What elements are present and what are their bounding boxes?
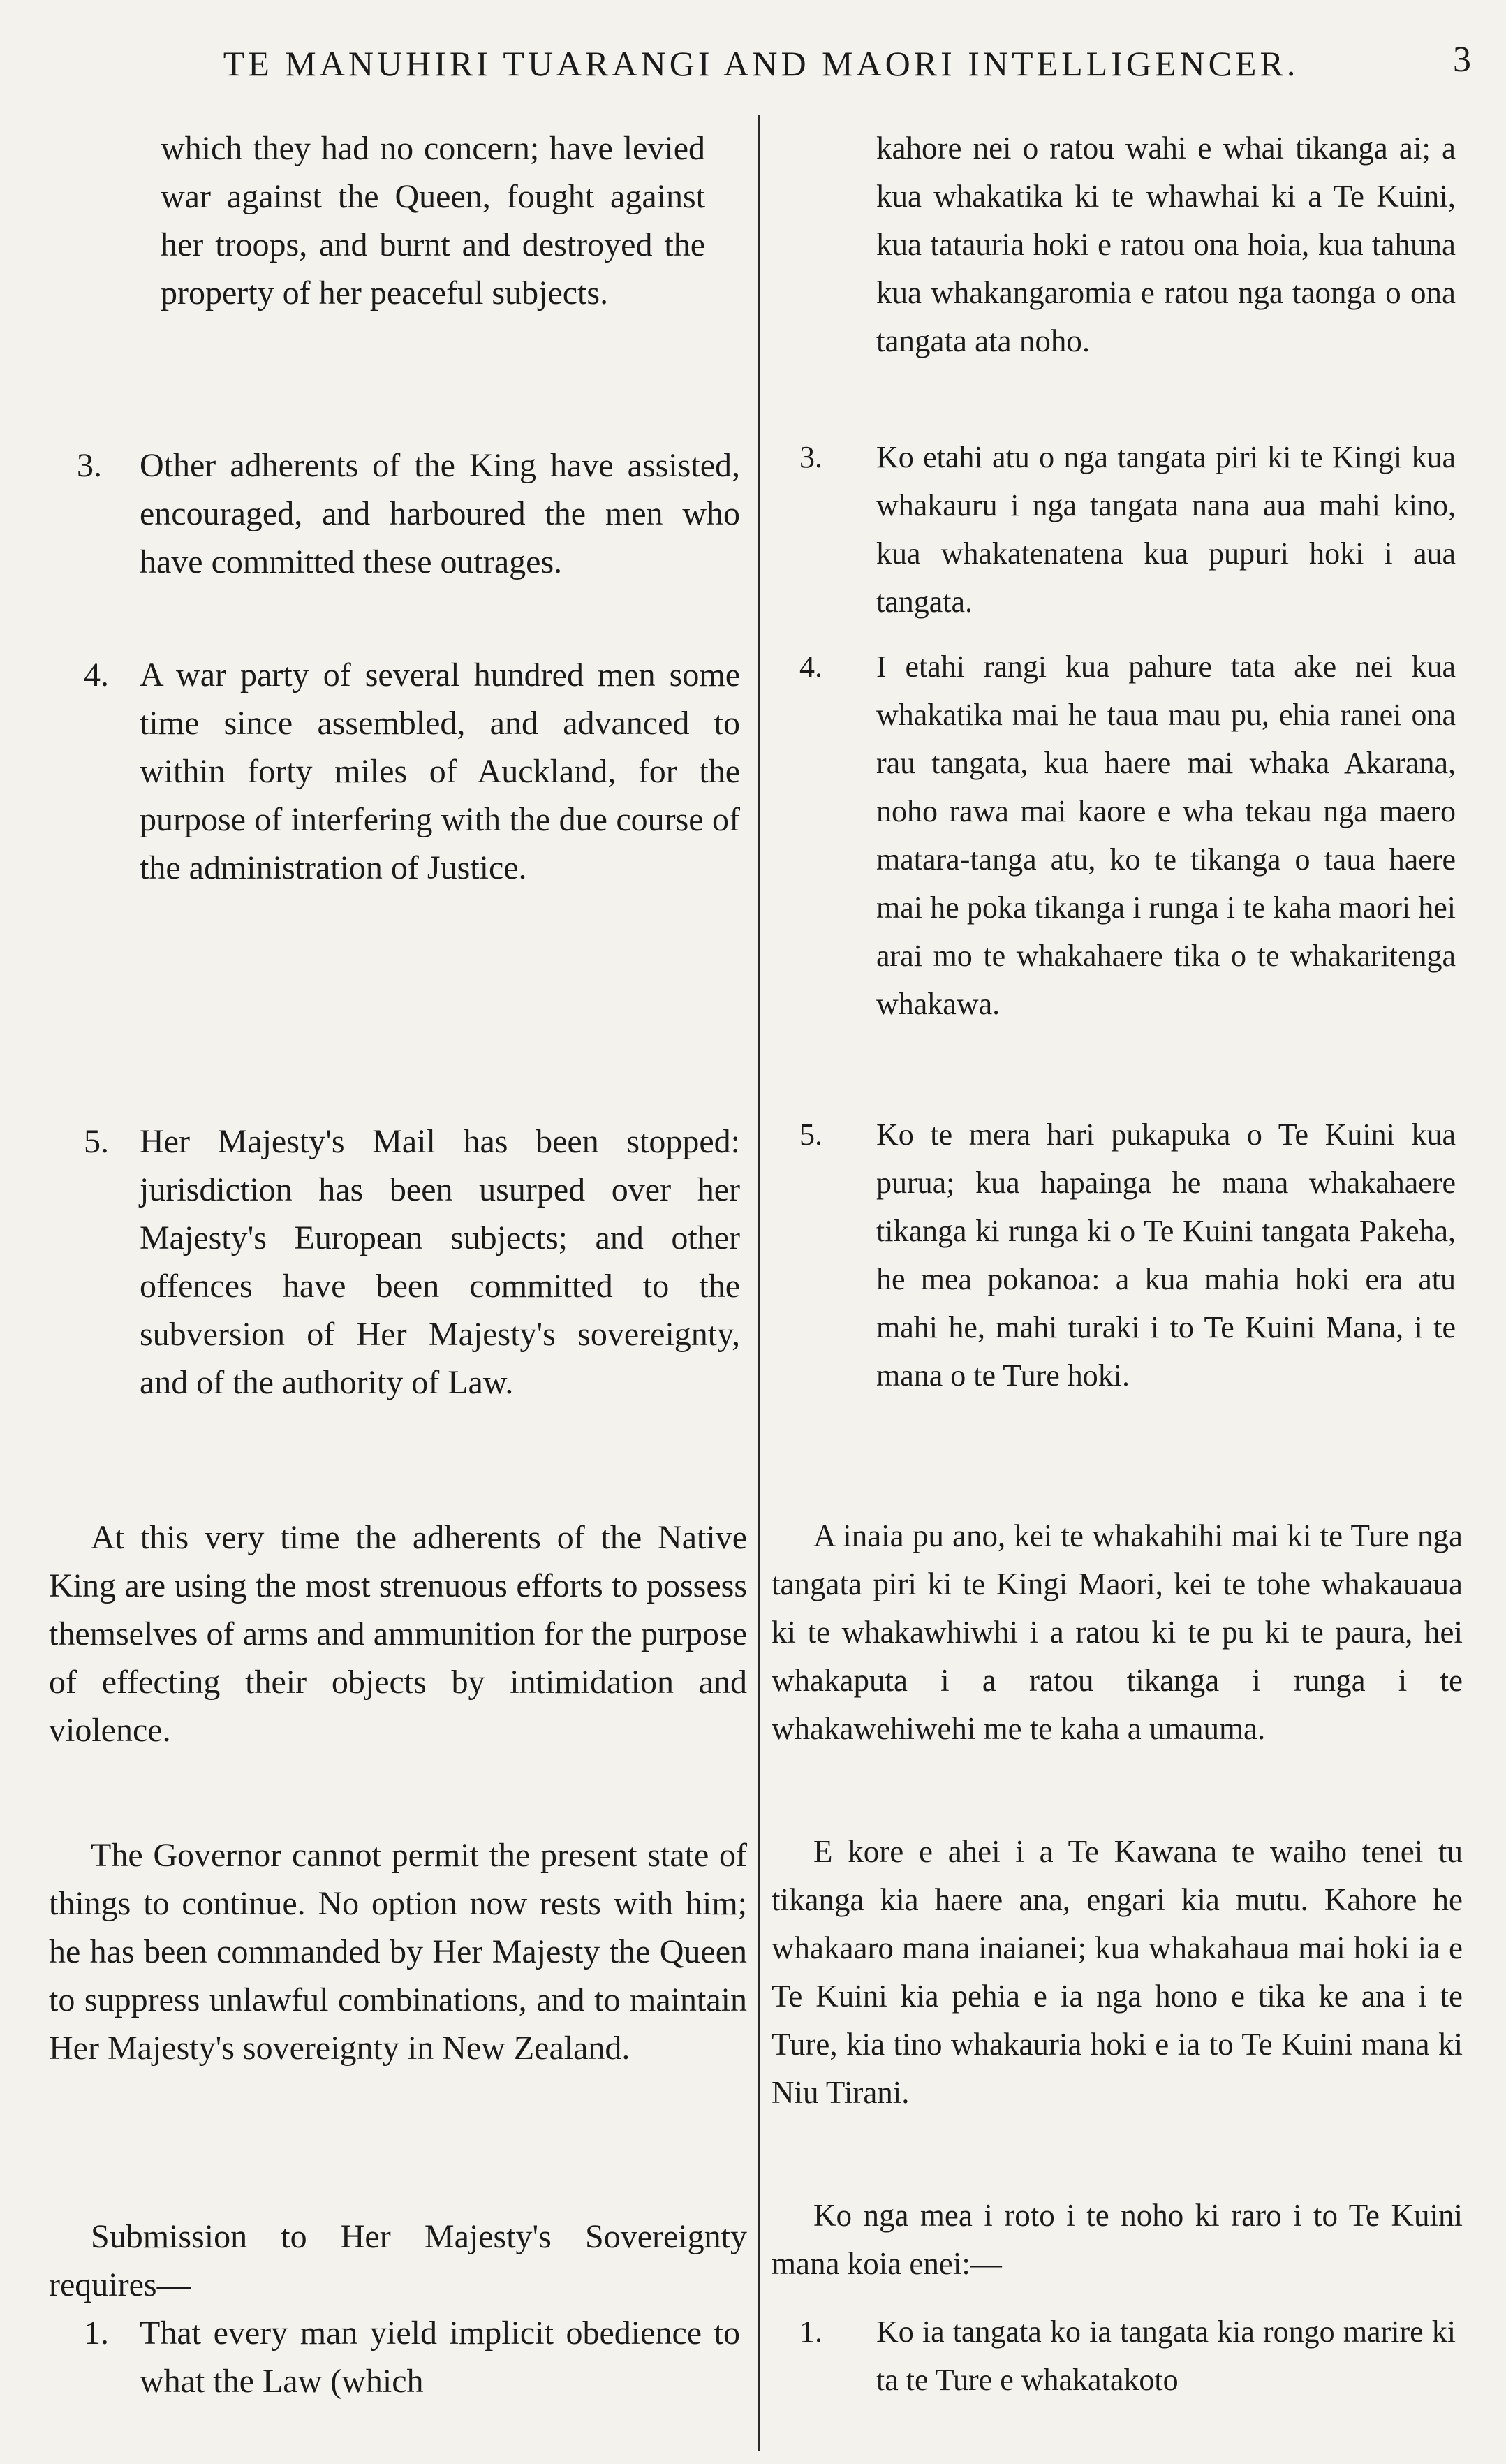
- maori-paragraph-1: A inaia pu ano, kei te whakahihi mai ki te Ture nga tangata piri ki te Kingi Maori, kei te tohe whakauaua ki te whakawhiwhi i a ratou ki te pu ki te paura, hei whakaputa i a ratou tikanga i runga i te whakawehiwehi me te kaha a umauma.: [772, 1518, 1463, 1746]
- item-text: Ko te mera hari pukapuka o Te Kuini kua purua; kua hapainga he mana whakahaere tikanga ki runga ki o Te Kuini tangata Pakeha, he mea pokanoa: a kua mahia hoki era atu mahi he, mahi turaki i to Te Kuini Mana, i te mana o te Ture hoki.: [876, 1117, 1456, 1393]
- item-text: Ko etahi atu o nga tangata piri ki te Kingi kua whakauru i nga tangata nana aua mahi kino, kua whakatenatena kua pupuri hoki i aua tangata.: [876, 440, 1456, 619]
- maori-item-1: [799, 2308, 1463, 2405]
- item-number: 3.: [77, 447, 102, 484]
- maori-item-4: [799, 643, 1463, 1117]
- item-text: A war party of several hundred men some time since assembled, and advanced to within forty miles of Auckland, for the purpose of interfering with the due course of the administration of Justice.: [140, 657, 740, 886]
- item-number: 1.: [799, 2315, 822, 2349]
- item-number: 4.: [84, 657, 109, 694]
- maori-item-5: [799, 1110, 1463, 1418]
- page-header: [0, 29, 1506, 92]
- item-text: That every man yield implicit obedience to what the Law (which: [140, 2315, 740, 2400]
- item-text: Ko ia tangata ko ia tangata kia rongo marire ki ta te Ture e whakatakoto: [876, 2315, 1456, 2397]
- english-item-5: [84, 1117, 747, 1509]
- item-number: 5.: [84, 1123, 109, 1160]
- publication-title: TE MANUHIRI TUARANGI AND MAORI INTELLIGENCER.: [223, 44, 1299, 83]
- maori-paragraph-2: E kore e ahei i a Te Kawana te waiho tenei tu tikanga kia haere ana, engari kia mutu. Kahore he whakaaro mana inaianei; kua whakahaua mai hoki ia e Te Kuini kia pehia e ia nga hono e tika ke ana i te Ture, kia tino whakauria hoki e ia to Te Kuini mana ki Niu Tirani.: [772, 1834, 1463, 2110]
- english-item-1: [84, 2309, 747, 2407]
- english-paragraph-3: Submission to Her Majesty's Sovereignty requires—: [49, 2218, 747, 2303]
- column-divider: [758, 115, 760, 2451]
- item-number: 5.: [799, 1117, 822, 1152]
- english-intro-paragraph: which they had no concern; have levied war against the Queen, fought against her troops, and burnt and destroyed the property of her peaceful subjects.: [161, 130, 705, 311]
- english-paragraph-2: The Governor cannot permit the present state of things to continue. No option now rests with him; he has been commanded by Her Majesty the Queen to suppress unlawful combinations, and to maintain Her Majesty's sovereignty in New Zealand.: [49, 1837, 747, 2067]
- english-item-3: [77, 441, 747, 637]
- english-item-4: [84, 651, 747, 944]
- maori-paragraph-3: Ko nga mea i roto i te noho ki raro i to Te Kuini mana koia enei:—: [772, 2198, 1463, 2281]
- maori-item-3: [799, 433, 1463, 629]
- page-number: 3: [1453, 40, 1475, 80]
- english-paragraph-1: At this very time the adherents of the Native King are using the most strenuous efforts to possess themselves of arms and ammunition for the purpose of effecting their objects by intimidation and violence.: [49, 1519, 747, 1749]
- item-text: Her Majesty's Mail has been stopped: jurisdiction has been usurped over her Majesty's European subjects; and other offences have been committed to the subversion of Her Majesty's sovereignty, and of the authority of Law.: [140, 1123, 740, 1401]
- item-number: 1.: [84, 2315, 109, 2352]
- item-number: 3.: [799, 440, 822, 474]
- item-text: I etahi rangi kua pahure tata ake nei kua whakatika mai he taua mau pu, ehia ranei ona rau tangata, kua haere mai whaka Akarana, noho rawa mai kaore e wha tekau nga maero matara-tanga atu, ko te tikanga o taua haere mai he poka tikanga i runga i te kaha maori hei arai mo te whakahaere tika o te whakaritenga whakawa.: [876, 650, 1456, 1021]
- item-text: Other adherents of the King have assisted, encouraged, and harboured the men who have committed these outrages.: [140, 447, 740, 580]
- maori-intro-paragraph: kahore nei o ratou wahi e whai tikanga ai; a kua whakatika ki te whawhai ki a Te Kuini, kua tatauria hoki e ratou ona hoia, kua tahuna kua whakangaromia e ratou nga taonga o ona tangata ata noho.: [876, 131, 1456, 358]
- item-number: 4.: [799, 650, 822, 684]
